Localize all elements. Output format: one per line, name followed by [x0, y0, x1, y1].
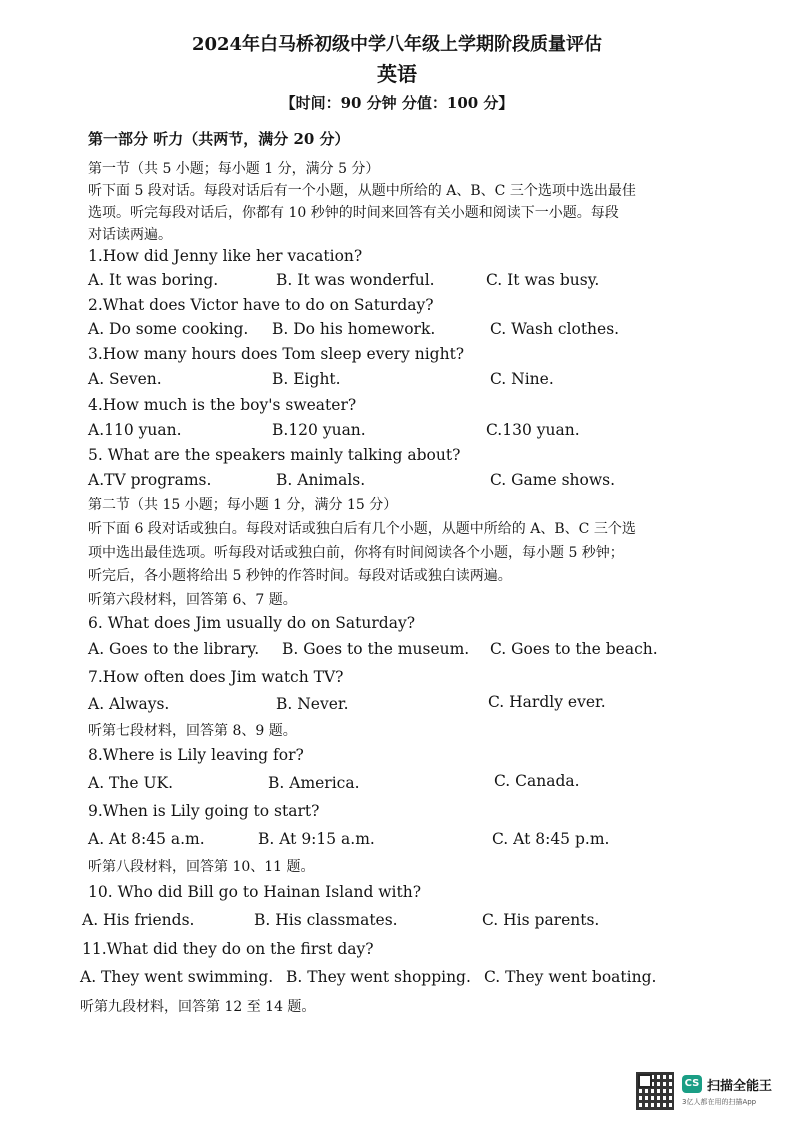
- option-6c: C. Goes to the beach.: [490, 640, 658, 658]
- option-10a: A. His friends.: [82, 911, 195, 929]
- option-4a: A.110 yuan.: [88, 421, 182, 439]
- option-6a: A. Goes to the library.: [88, 640, 260, 658]
- material-8-note: 听第八段材料，回答第 10、11 题。: [88, 859, 315, 875]
- section2-instruction-line: 听下面 6 段对话或独白。每段对话或独白后有几个小题，从题中所给的 A、B、C 三个选: [88, 521, 636, 537]
- option-2b: B. Do his homework.: [272, 320, 436, 338]
- qr-code-icon: [636, 1072, 674, 1110]
- section2-instruction-line: 项中选出最佳选项。听每段对话或独白前，你将有时间阅读各个小题，每小题 5 秒钟；: [88, 545, 624, 561]
- option-3a: A. Seven.: [88, 370, 162, 388]
- option-7a: A. Always.: [88, 695, 170, 713]
- question-10: 10. Who did Bill go to Hainan Island with?: [88, 883, 422, 901]
- section2-instruction-line: 听完后，各小题将给出 5 秒钟的作答时间。每段对话或独白读两遍。: [88, 568, 512, 584]
- section1-instruction-line: 选项。听完每段对话后，你都有 10 秒钟的时间来回答有关小题和阅读下一小题。每段: [88, 205, 619, 221]
- option-8c: C. Canada.: [494, 772, 580, 790]
- question-8: 8.Where is Lily leaving for?: [88, 746, 304, 764]
- option-7c: C. Hardly ever.: [488, 693, 606, 711]
- question-9: 9.When is Lily going to start?: [88, 802, 320, 820]
- option-2c: C. Wash clothes.: [490, 320, 620, 338]
- option-4b: B.120 yuan.: [272, 421, 366, 439]
- option-11b: B. They went shopping.: [286, 968, 471, 986]
- option-10c: C. His parents.: [482, 911, 600, 929]
- option-11a: A. They went swimming.: [80, 968, 274, 986]
- option-11c: C. They went boating.: [484, 968, 657, 986]
- part1-heading: 第一部分 听力（共两节，满分 20 分）: [88, 130, 350, 148]
- section1-heading: 第一节（共 5 小题；每小题 1 分，满分 5 分）: [88, 161, 380, 177]
- material-6-note: 听第六段材料，回答第 6、7 题。: [88, 592, 297, 608]
- section2-heading: 第二节（共 15 小题；每小题 1 分，满分 15 分）: [88, 497, 398, 513]
- option-5a: A.TV programs.: [88, 471, 212, 489]
- question-11: 11.What did they do on the first day?: [82, 940, 374, 958]
- subject-title: 英语: [377, 62, 417, 86]
- option-1b: B. It was wonderful.: [276, 271, 435, 289]
- option-8a: A. The UK.: [88, 774, 174, 792]
- question-2: 2.What does Victor have to do on Saturday?: [88, 296, 434, 314]
- question-3: 3.How many hours does Tom sleep every night?: [88, 345, 465, 363]
- option-10b: B. His classmates.: [254, 911, 398, 929]
- option-9b: B. At 9:15 a.m.: [258, 830, 375, 848]
- question-7: 7.How often does Jim watch TV?: [88, 668, 344, 686]
- material-9-note: 听第九段材料，回答第 12 至 14 题。: [80, 999, 316, 1015]
- option-6b: B. Goes to the museum.: [282, 640, 470, 658]
- camscanner-app-name: 扫描全能王: [707, 1079, 773, 1094]
- option-9c: C. At 8:45 p.m.: [492, 830, 610, 848]
- camscanner-logo: CS: [682, 1075, 702, 1093]
- option-8b: B. America.: [268, 774, 360, 792]
- option-4c: C.130 yuan.: [486, 421, 580, 439]
- option-5b: B. Animals.: [276, 471, 366, 489]
- option-2a: A. Do some cooking.: [88, 320, 249, 338]
- option-7b: B. Never.: [276, 695, 349, 713]
- exam-title: 2024年白马桥初级中学八年级上学期阶段质量评估: [191, 34, 603, 55]
- section1-instruction-line: 对话读两遍。: [88, 227, 172, 243]
- question-6: 6. What does Jim usually do on Saturday?: [88, 614, 416, 632]
- option-3c: C. Nine.: [490, 370, 554, 388]
- option-1c: C. It was busy.: [486, 271, 600, 289]
- question-5: 5. What are the speakers mainly talking about?: [88, 446, 461, 464]
- option-1a: A. It was boring.: [88, 271, 219, 289]
- option-9a: A. At 8:45 a.m.: [88, 830, 205, 848]
- option-3b: B. Eight.: [272, 370, 341, 388]
- section1-instruction-line: 听下面 5 段对话。每段对话后有一个小题，从题中所给的 A、B、C 三个选项中选出最佳: [88, 183, 636, 199]
- option-5c: C. Game shows.: [490, 471, 615, 489]
- material-7-note: 听第七段材料，回答第 8、9 题。: [88, 723, 297, 739]
- time-score-info: 【时间：90 分钟 分值：100 分】: [280, 94, 514, 112]
- question-4: 4.How much is the boy's sweater?: [88, 396, 357, 414]
- camscanner-tagline: 3亿人都在用的扫描App: [682, 1098, 757, 1106]
- question-1: 1.How did Jenny like her vacation?: [88, 247, 363, 265]
